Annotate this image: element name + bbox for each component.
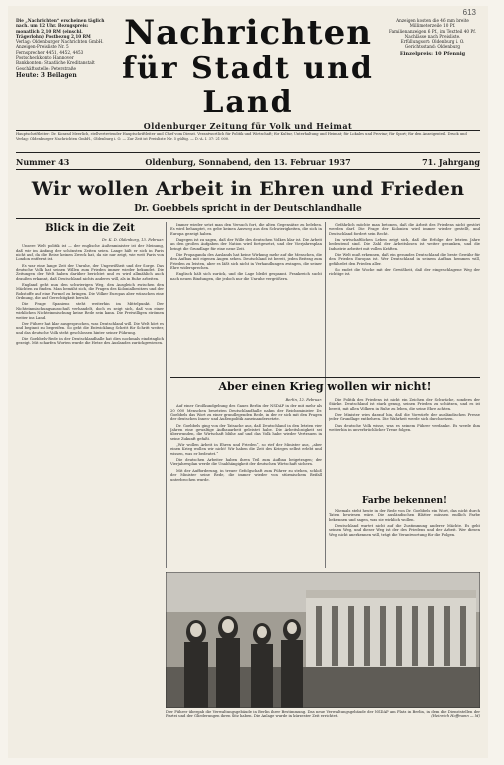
issue-date: Oldenburg, Sonnabend, den 13. Februar 1937 — [145, 157, 351, 167]
single-price: Einzelpreis: 10 Pfennig — [399, 50, 466, 57]
main-headline: Wir wollen Arbeit in Ehren und Frieden — [31, 178, 465, 200]
supplement-note: Heute: 3 Beilagen — [16, 71, 77, 79]
dateline-top-rule — [16, 152, 480, 153]
publisher-line: Erfüllungsort: Oldenburg i. O. — [400, 39, 465, 45]
column1-paragraph: Die Frage Spaniens steht weiterhin im Mittelpunkt. Der Nichteinmischungsausschuß verhandelt, doch es zeigt sich, daß von einer wirklichen Nichteinmischung keine Rede sein kann. Die Freiwilligen strömen weiter ins Land. — [16, 302, 164, 320]
photo-caption — [166, 710, 480, 719]
column1-paragraph: Die Goebbels-Rede in der Deutschlandhalle hat dies nochmals eindringlich gezeigt. Mit scharfen Worten wurde die Hetze des Auslandes zurückgewiesen. — [16, 336, 164, 346]
dateline-bottom-rule — [16, 169, 480, 170]
column3-paragraph: Gefährlich möchte man betonen, daß die Arbeit des Friedens nicht gestört werden darf. Die Frage der Kolonien wird immer wieder gestellt, und Deutschland fordert sein Recht. — [329, 223, 480, 236]
masthead-line2: für Stadt und Land — [122, 51, 374, 120]
column3-paragraph: Die Welt muß erkennen, daß ein gesundes Deutschland die beste Gewähr für den Frieden Europas ist. Wer Deutschland in seinem Aufbau hemmen will, gefährdet den Frieden aller. — [329, 253, 480, 266]
column1-paragraph: Es war eine lange Zeit der Unruhe, der Ungewißheit und der Sorge. Das deutsche Volk hat seinen Willen zum Frieden immer wieder bekundet. Die Zeitungen der Welt haben darüber berichtet und es wird allmählich auch draußen erkannt, daß Deutschland nichts anderes will, als in Ruhe arbeiten. — [16, 263, 164, 281]
headline-rule — [16, 218, 480, 219]
section2-top-rule — [170, 377, 480, 378]
issue-number: Nummer 43 — [16, 157, 70, 167]
publisher-line: Familienanzeigen 6 Pf., im Textteil 40 Pf. — [389, 28, 476, 34]
column-divider — [325, 222, 326, 568]
column2-paragraph: Immer wieder setzt man den Versuch fort, die alten Gegensätze zu beleben. Es wird behauptet, es gebe keinen Ausweg aus den Schwierigkeiten, die sich in Europa gezeigt haben. — [170, 223, 322, 236]
section3-paragraph: Niemals steht heute in der Rede von Dr. Goebbels ein Wort, das nicht durch Taten bewiesen wäre. Die ausländischen Blätter müssen endlich Farbe bekennen und sagen, was sie wirklich wollen. — [329, 509, 480, 522]
news-photo — [166, 572, 480, 708]
section2b-paragraph: Der Minister wies darauf hin, daß die Vorwürfe der ausländischen Presse jeder Grundlage entbehren. Die Wahrheit werde sich durchsetzen. — [329, 413, 480, 422]
publisher-line: Fernsprecher 4451, 4452, 4453 — [16, 49, 84, 55]
publisher-line: Anzeigen-Preisliste Nr. 5 — [16, 44, 69, 50]
section2-dateline: Berlin, 12. Februar. — [285, 398, 322, 402]
section2-paragraph: Dr. Goebbels ging von der Tatsache aus, daß Deutschland in den letzten vier Jahren eine gewaltige Aufbauarbeit geleistet habe. Die Arbeitslosigkeit sei überwunden, die Wirtschaft blühe auf und das Volk habe wieder Vertrauen in seine Zukunft gefaßt. — [170, 423, 322, 441]
publisher-line: Geschäftsstelle: Peterstraße — [16, 65, 76, 71]
main-subheadline: Dr. Goebbels spricht in der Deutschlandhalle — [134, 204, 362, 214]
section2-heading: Aber einen Krieg wollen wir nicht! — [218, 380, 432, 393]
section3-paragraph: Deutschland wartet nicht auf die Zustimmung anderer Mächte. Es geht seinen Weg, und dieser Weg ist der des Friedens und der Arbeit. Wer diesen Weg nicht anerkennen will, trägt die Verantwortung für die Folgen. — [329, 524, 480, 537]
newspaper-page — [8, 6, 488, 758]
publisher-info-right — [385, 18, 480, 57]
section2-body — [170, 398, 322, 570]
publisher-line: Gerichtsstand: Oldenburg — [404, 44, 461, 50]
section2-paragraph: Die deutschen Arbeiter haben ihren Teil zum Aufbau beigetragen; der Vierjahresplan werde die Unabhängigkeit der deutschen Wirtschaft sichern. — [170, 458, 322, 467]
column3-body — [329, 223, 480, 375]
section2-paragraph: Mit der Aufforderung, in treuer Gefolgschaft zum Führer zu stehen, schloß der Minister seine Rede, die immer wieder von stürmischem Beifall unterbrochen wurde. — [170, 468, 322, 482]
column-divider — [166, 222, 167, 568]
publisher-line: Anzeigen kosten die 46 mm breite Millimeterzeile 10 Pf. — [396, 18, 469, 29]
photo-caption-text: Der Führer übergab die Verwaltungsgebäude in Berlin ihrer Bestimmung. Das neue Verwaltungsgebäude der NSDAP am Platz in Berlin, in dem die Dienststellen der Partei und der Gliederungen ihren Sitz haben. Die Anlage wurde in kürzester Zeit errichtet. — [166, 710, 480, 719]
publisher-line: Postscheckkonto Hannover — [16, 55, 74, 61]
masthead-subtitle: Oldenburger Zeitung für Volk und Heimat — [143, 121, 353, 131]
publisher-line: Bankkonten: Staatliche Kreditanstalt — [16, 60, 95, 66]
section2-paragraph: „Wir wollen Arbeit in Ehren und Frieden“, so rief der Minister aus, „aber einen Krieg wollen wir nicht! Wir haben die Zeit des Krieges selbst erlebt und wissen, was er bedeutet.“ — [170, 443, 322, 456]
section2b-paragraph: Die Politik des Friedens ist nicht ein Zeichen der Schwäche, sondern der Stärke. Deutschland ist stark genug, seinen Frieden zu schützen, und es ist bereit, mit allen Völkern in Ruhe zu leben, die seine Ehre achten. — [329, 398, 480, 411]
section2b-paragraph: Das deutsche Volk wisse, was es seinem Führer verdanke. Es werde ihm weiterhin in unverbrüchlicher Treue folgen. — [329, 423, 480, 433]
column3-paragraph: So endet die Woche mit der Gewißheit, daß der eingeschlagene Weg der richtige ist. — [329, 268, 480, 277]
column2-body — [170, 223, 322, 375]
column2-paragraph: Die Propaganda des Auslands hat keine Wirkung mehr auf die Menschen, die den Aufbau mit eigenen Augen sehen. Deutschland ist bereit, jeden Beitrag zum Frieden zu leisten, aber es läßt sich nicht in Verhandlungen zwingen, die seiner Ehre widersprechen. — [170, 253, 322, 271]
publisher-info-left — [16, 18, 111, 78]
section3-body — [329, 509, 480, 569]
section2-paragraph: Auf einer Großkundgebung des Gaues Berlin der NSDAP in der mit mehr als 20 000 Menschen besetzten Deutschlandhalle nahm der Reichsminister Dr. Goebbels das Wort zu einer grundlegenden Rede, in der er sich mit den Fragen der deutschen Innen- und Außenpolitik auseinandersetzte. — [170, 404, 322, 422]
volume-number: 71. Jahrgang — [422, 157, 480, 167]
section3-heading: Farbe bekennen! — [362, 496, 447, 506]
column2-paragraph: Englisch hält sich zurück, und die Lage bleibt gespannt. Frankreich sucht nach neuen Bindungen, die jedoch nur die Unruhe vergrößern. — [170, 272, 322, 281]
publisher-line: Nachlässe nach Preisliste. — [404, 33, 461, 39]
staff-box: Hauptschriftleiter: Dr. Konrad Meerlich, stellvertretender Hauptschriftleiter und Chef vom Dienst. Verantwortlich für Politik und Wirtschaft; für Kultur, Unterhaltung und Heimat; für Lokales und Provinz; für Sport; für den Anzeigenteil. Druck und Verlag: Oldenburger Nachrichten GmbH., Oldenburg i. O. — Zur Zeit ist Preisliste Nr. 5 gültig. — D.-A. I. 37: 21 000. — [16, 132, 467, 141]
masthead-rule — [16, 130, 480, 131]
column1-body — [16, 238, 164, 758]
archive-number: 613 — [462, 8, 476, 17]
photo-image — [166, 572, 480, 708]
column3-paragraph: Im wirtschaftlichen Leben zeigt sich, daß die Erfolge der letzten Jahre bedeutend sind. Die Zahl der Arbeitslosen ist weiter gesunken, und die Industrie arbeitet mit vollen Kräften. — [329, 238, 480, 251]
publisher-info-title: Die „Nachrichten“ erscheinen täglich nach. um 12 Uhr. Bezugspreis: monatlich 2,10 RM (einschl. Trägerlohn) Postbezug 2,10 RM — [16, 18, 105, 39]
photo-credit: (Heinrich Hoffmann — M) — [431, 714, 480, 719]
column1-heading: Blick in die Zeit — [45, 223, 135, 234]
dateline-bar — [16, 154, 480, 168]
column2-paragraph: Dagegen ist zu sagen, daß der Wille des deutschen Volkes klar ist. Die Arbeit an den großen Aufgaben der Nation wird fortgesetzt, und der Vierjahresplan bringt die Grundlage für eine neue Zeit. — [170, 238, 322, 251]
section2-continued — [329, 398, 480, 494]
column1-paragraph: Der Führer hat klar ausgesprochen, was Deutschland will. Die Welt hört es und beginnt zu begreifen. So geht die Entwicklung Schritt für Schritt weiter, und das deutsche Volk steht geschlossen hinter seiner Führung. — [16, 321, 164, 335]
masthead-line1: Nachrichten — [124, 13, 372, 53]
masthead — [114, 14, 382, 131]
column1-paragraph: Unsere Welt politik ist — der englische Außenminister ist der Meinung, daß wir im Anfang der schönsten Zeiten seien. Lange hält er sich in Paris nicht auf, da die Reise keinen Zweck hat, da sie nur zeigt, wie weit Paris von London entfernt ist. — [16, 244, 164, 262]
column1-byline: Dr. K. D. Oldenburg, 13. Februar. — [101, 238, 164, 242]
column1-paragraph: England geht nun den schwierigen Weg, den Ausgleich zwischen den Mächten zu finden. Man bemüht sich, die Fragen des Kolonialbesitzes und der Rohstoffe auf eine Formel zu bringen. Die Völker Europas aber wünschen eine Ordnung, die auf Gerechtigkeit beruht. — [16, 283, 164, 301]
publisher-line: Verlag: Oldenburger Nachrichten GmbH. — [16, 39, 104, 45]
